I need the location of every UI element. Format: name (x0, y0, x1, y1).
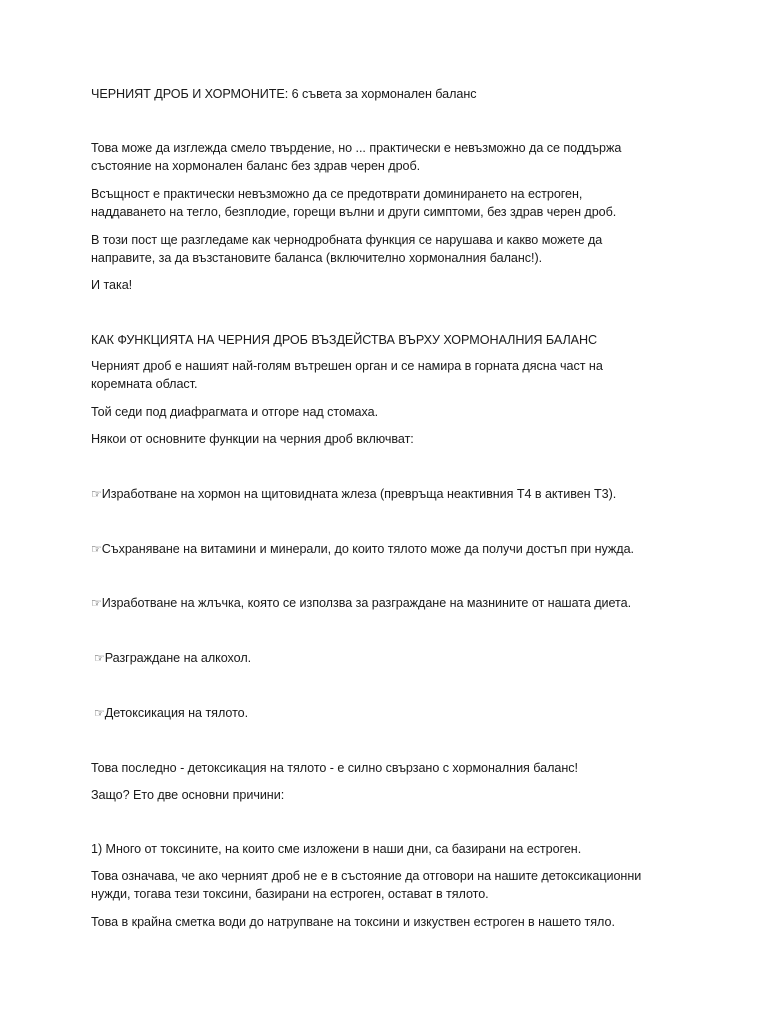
closing-paragraph-4-line-1: Това означава, че ако черният дроб не е в състояние да отговори на нашите детоксикационни (91, 869, 642, 883)
list-item-text: Изработване на жлъчка, която се използва за разграждане на мазнините от нашата диета. (101, 596, 632, 610)
intro-paragraph-4: И така! (91, 278, 133, 292)
list-item (91, 485, 616, 503)
list-item (94, 649, 251, 667)
list-item (91, 540, 634, 558)
closing-paragraph-4-line-2: нужди, тогава тези токсини, базирани на естроген, остават в тялото. (91, 887, 489, 901)
intro-paragraph-2-line-1: Всъщност е практически невъзможно да се предотврати доминирането на естроген, (91, 187, 583, 201)
section-heading: КАК ФУНКЦИЯТА НА ЧЕРНИЯ ДРОБ ВЪЗДЕЙСТВА ВЪРХУ ХОРМОНАЛНИЯ БАЛАНС (91, 333, 598, 347)
pointing-hand-icon: ☞ (91, 542, 102, 556)
intro-paragraph-2-line-2: наддаването на тегло, безплодие, горещи вълни и други симптоми, без здрав черен дроб. (91, 205, 617, 219)
section-paragraph-1-line-2: коремната област. (91, 377, 198, 391)
closing-paragraph-3: 1) Много от токсините, на които сме изложени в наши дни, са базирани на естроген. (91, 842, 582, 856)
intro-paragraph-3-line-2: направите, за да възстановите баланса (включително хормоналния баланс!). (91, 251, 543, 265)
list-item-text: Изработване на хормон на щитовидната жлеза (превръща неактивния Т4 в активен Т3). (101, 487, 617, 501)
intro-paragraph-1-line-2: състояние на хормонален баланс без здрав черен дроб. (91, 159, 421, 173)
list-item-text: Съхраняване на витамини и минерали, до които тялото може да получи достъп при нужда. (101, 542, 634, 556)
section-paragraph-3: Някои от основните функции на черния дроб включват: (91, 432, 414, 446)
list-item (91, 594, 631, 612)
closing-paragraph-2: Защо? Ето две основни причини: (91, 788, 285, 802)
list-item (94, 704, 248, 722)
closing-paragraph-5: Това в крайна сметка води до натрупване на токсини и изкуствен естроген в нашето тяло. (91, 915, 615, 929)
intro-paragraph-1-line-1: Това може да изглежда смело твърдение, но ... практически е невъзможно да се поддържа (91, 141, 622, 155)
pointing-hand-icon: ☞ (91, 487, 102, 501)
document-title: ЧЕРНИЯТ ДРОБ И ХОРМОНИТЕ: 6 съвета за хормонален баланс (91, 87, 477, 101)
list-item-text: Детоксикация на тялото. (104, 706, 249, 720)
section-paragraph-1-line-1: Черният дроб е нашият най-голям вътрешен орган и се намира в горната дясна част на (91, 359, 603, 373)
list-item-text: Разграждане на алкохол. (104, 651, 252, 665)
pointing-hand-icon: ☞ (94, 706, 105, 720)
section-paragraph-2: Той седи под диафрагмата и отгоре над стомаха. (91, 405, 379, 419)
pointing-hand-icon: ☞ (94, 651, 105, 665)
intro-paragraph-3-line-1: В този пост ще разгледаме как чернодробната функция се нарушава и какво можете да (91, 233, 603, 247)
pointing-hand-icon: ☞ (91, 596, 102, 610)
closing-paragraph-1: Това последно - детоксикация на тялото - е силно свързано с хормоналния баланс! (91, 761, 578, 775)
